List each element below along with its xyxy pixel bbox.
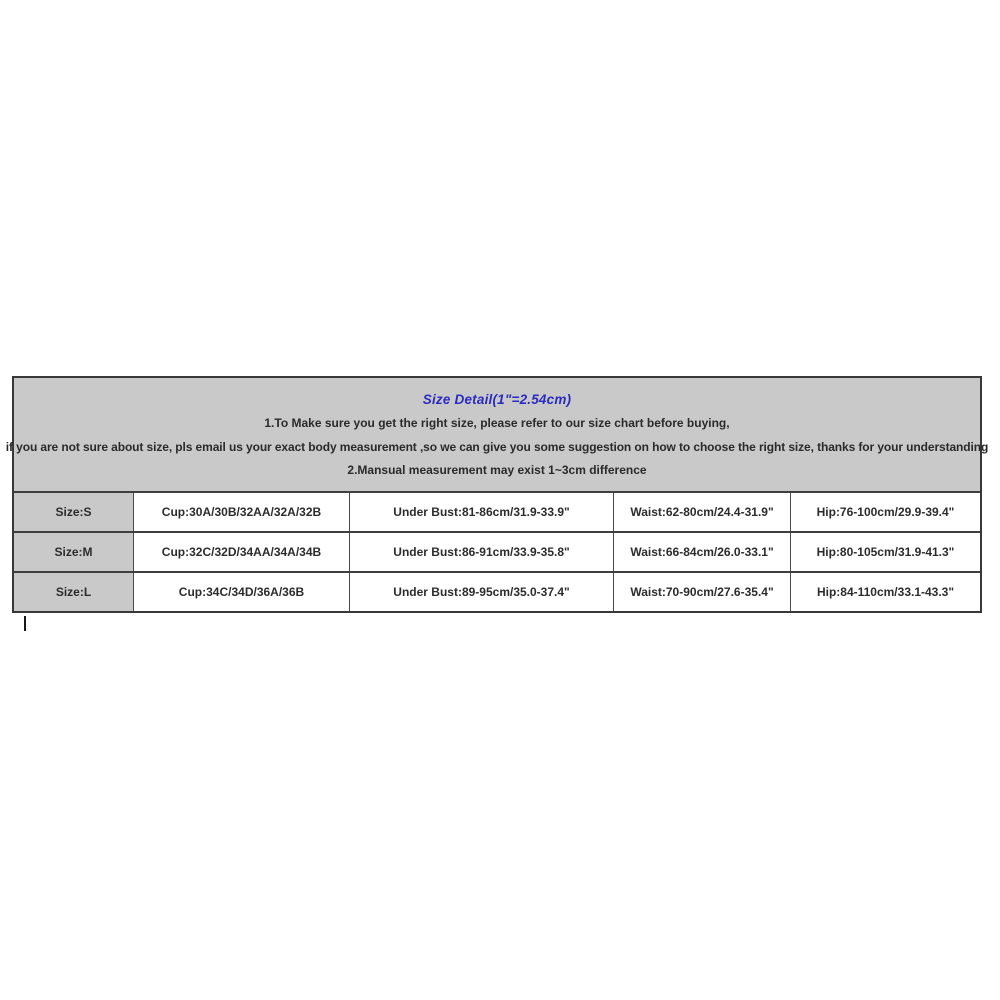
cell-under-bust: Under Bust:81-86cm/31.9-33.9" (350, 493, 614, 531)
size-chart-header (5, 378, 989, 491)
cell-waist: Waist:70-90cm/27.6-35.4" (614, 573, 791, 611)
cell-cup: Cup:32C/32D/34AA/34A/34B (134, 533, 350, 571)
table-row-size-s (14, 491, 980, 531)
size-chart-note-3: 2.Mansual measurement may exist 1~3cm difference (347, 463, 647, 478)
table-row-size-m (14, 531, 980, 571)
size-chart-title: Size Detail(1"=2.54cm) (422, 391, 572, 407)
cell-under-bust: Under Bust:89-95cm/35.0-37.4" (350, 573, 614, 611)
cell-waist: Waist:66-84cm/26.0-33.1" (614, 533, 791, 571)
size-chart-note-2: if you are not sure about size, pls email us your exact body measurement ,so we can give you some suggestion on how to choose the right size, thanks for your understanding (5, 439, 989, 454)
table-row-size-l (14, 571, 980, 611)
cell-under-bust: Under Bust:86-91cm/33.9-35.8" (350, 533, 614, 571)
cell-waist: Waist:62-80cm/24.4-31.9" (614, 493, 791, 531)
size-chart-note-1: 1.To Make sure you get the right size, please refer to our size chart before buying, (264, 416, 730, 431)
cell-hip: Hip:76-100cm/29.9-39.4" (791, 493, 980, 531)
cell-hip: Hip:84-110cm/33.1-43.3" (791, 573, 980, 611)
text-cursor-artifact (24, 616, 26, 631)
cell-size: Size:L (14, 573, 134, 611)
size-chart-panel (5, 376, 989, 613)
cell-size: Size:S (14, 493, 134, 531)
cell-cup: Cup:34C/34D/36A/36B (134, 573, 350, 611)
cell-cup: Cup:30A/30B/32AA/32A/32B (134, 493, 350, 531)
cell-hip: Hip:80-105cm/31.9-41.3" (791, 533, 980, 571)
cell-size: Size:M (14, 533, 134, 571)
